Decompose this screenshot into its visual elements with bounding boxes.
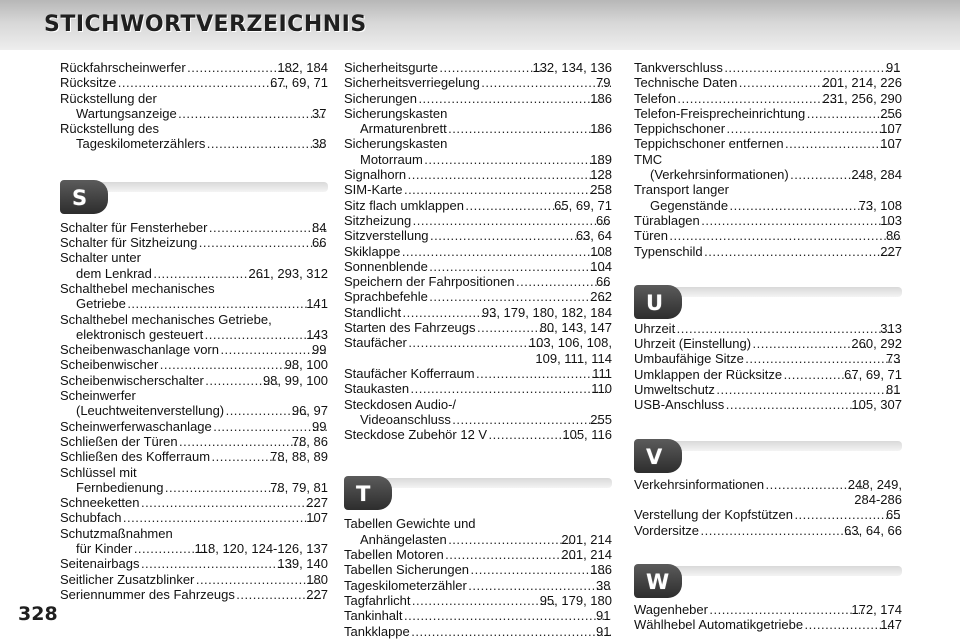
index-entry: Türen ..... 86 — [634, 228, 902, 243]
entry-subterm: dem Lenkrad — [76, 265, 152, 281]
index-entry — [634, 213, 902, 228]
entry-pages: 143 — [306, 326, 328, 342]
leader-dots — [468, 578, 611, 593]
entry-subterm: Wartungsanzeige — [76, 105, 177, 121]
entry-term: Schließen des Kofferraum — [60, 449, 211, 465]
entry-pages: 78, 86 — [291, 433, 328, 449]
leader-dots — [470, 562, 605, 577]
index-entry — [60, 465, 328, 496]
index-entry — [634, 617, 902, 632]
leader-dots — [401, 244, 605, 259]
index-entry: Schalter für Sitzheizung ..... 66 — [60, 235, 328, 250]
leader-dots — [178, 106, 327, 121]
entry-term: Wagenheber — [634, 601, 708, 617]
entry-term: Schalter für Sitzheizung — [60, 235, 198, 251]
index-entry — [344, 593, 612, 608]
leader-dots — [195, 572, 321, 587]
index-entry: Rückstellung der Wartungsanzeige ..... 37 — [60, 91, 328, 122]
index-column-2 — [344, 60, 612, 639]
entry-term: Typenschild — [634, 243, 703, 259]
section-header-v — [634, 431, 902, 471]
index-entry — [344, 228, 612, 243]
index-entry — [344, 427, 612, 442]
entry-pages: 262 — [590, 289, 612, 305]
section-letter: U — [646, 290, 664, 315]
leader-dots — [429, 289, 605, 304]
index-entry — [634, 477, 902, 508]
index-entry — [344, 244, 612, 259]
index-entry — [344, 136, 612, 167]
entry-pages: 227 — [306, 586, 328, 602]
page-title: STICHWORTVERZEICHNIS — [44, 12, 367, 37]
index-entry — [344, 320, 612, 335]
entry-pages: 260, 292 — [851, 336, 902, 352]
section-letter: S — [72, 185, 88, 210]
index-entry — [634, 91, 902, 106]
leader-dots — [213, 419, 327, 434]
entry-pages: 65, 69, 71 — [554, 197, 612, 213]
leader-dots — [206, 136, 327, 151]
entry-term: Schalthebel mechanisches Getriebe, — [60, 311, 272, 327]
entry-pages: 73, 108 — [858, 197, 902, 213]
index-column-3 — [634, 60, 902, 632]
entry-term: Tankinhalt — [344, 608, 403, 624]
entry-pages: 98, 100 — [284, 357, 328, 373]
index-entry — [60, 556, 328, 571]
leader-dots — [729, 198, 874, 213]
entry-pages: 201, 214 — [561, 531, 612, 547]
entry-subterm: Fernbedienung — [76, 479, 164, 495]
entry-term: Staukasten — [344, 381, 410, 397]
index-entry — [634, 75, 902, 90]
index-entry — [344, 516, 612, 547]
entry-term: Sitz flach umklappen — [344, 197, 464, 213]
leader-dots — [676, 321, 895, 336]
entry-term: Schubfach — [60, 510, 122, 526]
index-entry — [344, 198, 612, 213]
leader-dots — [164, 480, 285, 495]
entry-term: Umklappen der Rücksitze — [634, 366, 783, 382]
entry-term: Uhrzeit (Einstellung) — [634, 336, 752, 352]
entry-term: Scheibenwischerschalter — [60, 372, 204, 388]
entry-pages: 141 — [306, 296, 328, 312]
entry-pages: 107 — [306, 510, 328, 526]
index-entry: Tankklappe ..... 91 — [344, 624, 612, 639]
index-entry: Sicherheitsverriegelung ..... 79 — [344, 75, 612, 90]
index-entry — [60, 495, 328, 510]
entry-term: Sitzheizung — [344, 212, 412, 228]
entry-term: Telefon-Freisprecheinrichtung — [634, 105, 806, 121]
index-entry — [60, 357, 328, 372]
leader-dots — [452, 412, 605, 427]
leader-dots — [716, 382, 901, 397]
entry-term: Tankklappe — [344, 623, 410, 639]
entry-pages: 107 — [880, 136, 902, 152]
index-entry: Umbaufähige Sitze ..... 73 — [634, 351, 902, 366]
entry-term: Rückstellung des — [60, 121, 159, 137]
leader-dots — [411, 624, 611, 639]
section-letter: T — [356, 482, 371, 507]
entry-pages: 93, 179, 180, 182, 184 — [481, 304, 612, 320]
entry-pages: 248, 284 — [851, 167, 902, 183]
entry-term: Speichern der Fahrpositionen — [344, 274, 515, 290]
entry-term: TMC — [634, 151, 663, 167]
leader-dots — [429, 259, 605, 274]
entry-subterm: elektronisch gesteuert — [76, 326, 204, 342]
entry-term: Vordersitze — [634, 522, 700, 538]
entry-pages: 248, 249, — [847, 476, 902, 492]
entry-pages: 110 — [591, 381, 612, 397]
section-letter: V — [646, 444, 663, 469]
entry-pages: 186 — [590, 562, 612, 578]
entry-pages: 201, 214 — [561, 547, 612, 563]
leader-dots — [404, 182, 606, 197]
leader-dots — [141, 495, 322, 510]
entry-term: Schneeketten — [60, 495, 140, 511]
entry-pages: 103, 106, 108, — [528, 335, 612, 351]
entry-pages-continued: 109, 111, 114 — [535, 350, 612, 366]
entry-term: Staufächer — [344, 335, 407, 351]
leader-dots — [122, 510, 321, 525]
leader-dots — [701, 213, 896, 228]
entry-pages: 80, 143, 147 — [539, 320, 612, 336]
entry-term: Teppichschoner entfernen — [634, 136, 784, 152]
leader-dots — [408, 335, 544, 350]
leader-dots — [159, 357, 299, 372]
entry-subterm: für Kinder — [76, 541, 133, 557]
entry-term: SIM-Karte — [344, 182, 403, 198]
index-entry — [344, 60, 612, 75]
index-entry: Speichern der Fahrpositionen ..... 66 — [344, 274, 612, 289]
entry-pages: 182, 184 — [277, 60, 328, 75]
entry-pages: 78, 79, 81 — [270, 479, 328, 495]
entry-term: Umbaufähige Sitze — [634, 351, 744, 367]
entry-term: Schalter unter — [60, 250, 141, 266]
entry-pages: 258 — [590, 182, 612, 198]
index-entry: Sitzheizung ..... 66 — [344, 213, 612, 228]
index-entry — [60, 388, 328, 419]
index-entry — [634, 182, 902, 213]
entry-term: Seitlicher Zusatzblinker — [60, 571, 195, 587]
entry-pages: 111 — [592, 365, 612, 381]
leader-dots — [704, 244, 896, 259]
index-entry — [60, 250, 328, 281]
entry-term: Scheibenwaschanlage vorn — [60, 342, 219, 358]
index-entry — [344, 381, 612, 396]
entry-term: Standlicht — [344, 304, 402, 320]
index-entry — [60, 449, 328, 464]
leader-dots — [412, 213, 611, 228]
entry-pages: 103 — [880, 212, 902, 228]
leader-dots — [669, 228, 901, 243]
entry-pages: 98, 99, 100 — [262, 372, 328, 388]
index-entry — [60, 60, 328, 75]
index-entry — [60, 75, 328, 90]
entry-pages: 105, 116 — [562, 427, 612, 443]
entry-term: Scheinwerfer — [60, 388, 136, 404]
entry-term: USB-Anschluss — [634, 397, 725, 413]
entry-pages-continued: 284-286 — [854, 491, 902, 507]
leader-dots — [117, 75, 285, 90]
leader-dots — [208, 220, 327, 235]
entry-term: Sicherungskasten — [344, 105, 448, 121]
entry-pages: 63, 64, 66 — [844, 522, 902, 538]
index-entry — [344, 259, 612, 274]
section-header-u — [634, 277, 902, 317]
entry-term: Türen — [634, 228, 668, 244]
entry-pages: 180 — [306, 571, 328, 587]
section-header-w — [634, 556, 902, 596]
index-entry — [634, 106, 902, 121]
leader-dots — [709, 602, 866, 617]
entry-term: Sitzverstellung — [344, 228, 429, 244]
index-entry — [634, 244, 902, 259]
entry-subterm: (Verkehrsinformationen) — [650, 167, 789, 183]
entry-term: Sicherheitsgurte — [344, 60, 438, 75]
entry-pages: 186 — [590, 90, 612, 106]
index-entry — [344, 305, 612, 320]
entry-subterm: Motorraum — [360, 151, 423, 167]
entry-pages: 201, 214, 226 — [822, 75, 902, 91]
leader-dots — [204, 327, 321, 342]
entry-term: Umweltschutz — [634, 382, 715, 398]
index-entry — [60, 587, 328, 602]
entry-term: Skiklappe — [344, 243, 401, 259]
index-entry: Tankverschluss ..... 91 — [634, 60, 902, 75]
entry-term: Tabellen Sicherungen — [344, 562, 470, 578]
entry-term: Scheinwerferwaschanlage — [60, 418, 212, 434]
entry-subterm: Videoanschluss — [360, 411, 451, 427]
index-entry — [344, 182, 612, 197]
entry-term: Türablagen — [634, 212, 700, 228]
entry-pages: 231, 256, 290 — [822, 90, 902, 106]
entry-term: Tabellen Motoren — [344, 547, 444, 563]
entry-term: Verkehrsinformationen — [634, 476, 765, 492]
index-entry — [60, 510, 328, 525]
entry-pages: 261, 293, 312 — [248, 265, 328, 281]
entry-term: Sicherungen — [344, 90, 417, 106]
entry-pages: 255 — [590, 411, 612, 427]
leader-dots — [179, 434, 307, 449]
entry-term: Teppichschoner — [634, 121, 726, 137]
entry-subterm: Tageskilometerzählers — [76, 136, 206, 152]
entry-term: Schlüssel mit — [60, 464, 137, 480]
index-entry: Umweltschutz ..... 81 — [634, 382, 902, 397]
entry-pages: 96, 97 — [291, 403, 328, 419]
entry-pages: 186 — [590, 121, 612, 137]
entry-term: Technische Daten — [634, 75, 738, 91]
leader-dots — [410, 381, 606, 396]
leader-dots — [430, 228, 591, 243]
entry-pages: 104 — [590, 258, 612, 274]
entry-term: Starten des Fahrzeugs — [344, 320, 476, 336]
entry-subterm: Armaturenbrett — [360, 121, 447, 137]
index-entry — [634, 321, 902, 336]
index-entry — [634, 602, 902, 617]
leader-dots — [726, 121, 895, 136]
entry-term: Scheibenwischer — [60, 357, 159, 373]
index-entry — [344, 91, 612, 106]
entry-term: Transport langer — [634, 182, 729, 198]
leader-dots — [141, 556, 293, 571]
entry-pages: 256 — [880, 105, 902, 121]
index-entry: Scheibenwaschanlage vorn ..... 99 — [60, 342, 328, 357]
index-entry — [60, 526, 328, 557]
entry-term: Seitenairbags — [60, 556, 140, 572]
index-entry — [344, 547, 612, 562]
index-entry — [634, 367, 902, 382]
leader-dots — [700, 523, 859, 538]
entry-term: Rücksitze — [60, 75, 117, 91]
entry-pages: 67, 69, 71 — [270, 75, 328, 91]
leader-dots — [407, 167, 605, 182]
leader-dots — [418, 91, 605, 106]
index-entry — [344, 366, 612, 381]
index-entry — [634, 336, 902, 351]
entry-pages: 227 — [306, 495, 328, 511]
entry-term: Sicherheitsverriegelung — [344, 75, 480, 91]
index-entry: Schalter für Fensterheber ..... 84 — [60, 220, 328, 235]
index-entry — [344, 397, 612, 428]
leader-dots — [745, 351, 901, 366]
entry-subterm: Gegenstände — [650, 197, 729, 213]
index-entry — [60, 312, 328, 343]
section-letter: W — [646, 569, 670, 594]
leader-dots — [794, 507, 901, 522]
index-entry — [634, 121, 902, 136]
entry-subterm: (Leuchtweitenverstellung) — [76, 403, 225, 419]
entry-term: Schalter für Fensterheber — [60, 219, 208, 235]
index-entry — [344, 335, 612, 366]
index-entry — [344, 562, 612, 577]
entry-pages: 107 — [880, 121, 902, 137]
index-entry: Verstellung der Kopfstützen ..... 65 — [634, 507, 902, 522]
entry-term: Verstellung der Kopfstützen — [634, 507, 793, 523]
entry-pages: 227 — [880, 243, 902, 259]
entry-pages: 105, 307 — [851, 397, 902, 413]
entry-pages: 108 — [590, 243, 612, 259]
entry-term: Steckdose Zubehör 12 V — [344, 427, 488, 443]
entry-term: Tagfahrlicht — [344, 592, 411, 608]
entry-term: Uhrzeit — [634, 320, 676, 336]
leader-dots — [448, 532, 577, 547]
leader-dots — [127, 296, 321, 311]
entry-pages: 139, 140 — [277, 556, 328, 572]
entry-pages: 189 — [590, 151, 612, 167]
entry-term: Staufächer Kofferraum — [344, 365, 475, 381]
index-entry — [60, 572, 328, 587]
entry-term: Sicherungskasten — [344, 136, 448, 152]
entry-term: Steckdosen Audio-/ — [344, 396, 457, 412]
leader-dots — [404, 608, 611, 623]
leader-dots — [724, 60, 901, 75]
index-entry: Rückstellung des Tageskilometerzählers ..... 38 — [60, 121, 328, 152]
entry-pages: 128 — [590, 167, 612, 183]
entry-pages: 172, 174 — [851, 601, 902, 617]
page-number: 328 — [18, 603, 58, 625]
leader-dots — [198, 235, 327, 250]
leader-dots — [448, 121, 606, 136]
entry-term: Schutzmaßnahmen — [60, 525, 173, 541]
entry-term: Signalhorn — [344, 167, 407, 183]
index-entry: Scheinwerferwaschanlage ..... 99 — [60, 419, 328, 434]
index-entry — [634, 523, 902, 538]
index-entry: Tageskilometerzähler ..... 38 — [344, 578, 612, 593]
entry-subterm: Anhängelasten — [360, 531, 447, 547]
section-header-t — [344, 468, 612, 508]
leader-dots — [220, 342, 327, 357]
leader-dots — [481, 75, 611, 90]
index-entry — [60, 434, 328, 449]
entry-term: Rückstellung der — [60, 90, 157, 106]
index-column-1 — [60, 60, 328, 602]
entry-term: Wählhebel Automatikgetriebe — [634, 617, 804, 633]
entry-pages: 147 — [880, 617, 902, 633]
index-entry — [344, 289, 612, 304]
entry-pages: 63, 64 — [575, 228, 612, 244]
entry-term: Seriennummer des Fahrzeugs — [60, 586, 235, 602]
index-entry: Tankinhalt ..... 91 — [344, 608, 612, 623]
entry-term: Rückfahrscheinwerfer — [60, 60, 186, 75]
leader-dots — [476, 366, 608, 381]
entry-term: Sprachbefehle — [344, 289, 428, 305]
leader-dots — [445, 547, 577, 562]
leader-dots — [153, 266, 264, 281]
leader-dots — [752, 336, 866, 351]
entry-term: Schließen der Türen — [60, 433, 178, 449]
index-entry — [344, 106, 612, 137]
entry-pages: 95, 179, 180 — [539, 592, 612, 608]
index-entry — [634, 152, 902, 183]
leader-dots — [785, 136, 896, 151]
leader-dots — [411, 593, 554, 608]
index-entry — [60, 373, 328, 388]
entry-pages: 313 — [880, 320, 902, 336]
section-header-s — [60, 172, 328, 212]
entry-term: Tankverschluss — [634, 60, 723, 75]
entry-term: Sonnenblende — [344, 258, 428, 274]
index-entry — [344, 167, 612, 182]
entry-pages: 118, 120, 124-126, 137 — [194, 541, 328, 557]
entry-pages: 132, 134, 136 — [532, 60, 612, 75]
leader-dots — [725, 397, 866, 412]
entry-pages: 67, 69, 71 — [844, 366, 902, 382]
leader-dots — [677, 91, 838, 106]
index-entry — [60, 281, 328, 312]
index-entry — [634, 397, 902, 412]
index-entry — [634, 136, 902, 151]
leader-dots — [439, 60, 548, 75]
entry-term: Tageskilometerzähler — [344, 577, 467, 593]
entry-term: Tabellen Gewichte und — [344, 516, 476, 532]
entry-term: Telefon — [634, 90, 676, 106]
leader-dots — [424, 152, 605, 167]
entry-subterm: Getriebe — [76, 296, 126, 312]
entry-pages: 78, 88, 89 — [270, 449, 328, 465]
entry-term: Schalthebel mechanisches — [60, 280, 215, 296]
